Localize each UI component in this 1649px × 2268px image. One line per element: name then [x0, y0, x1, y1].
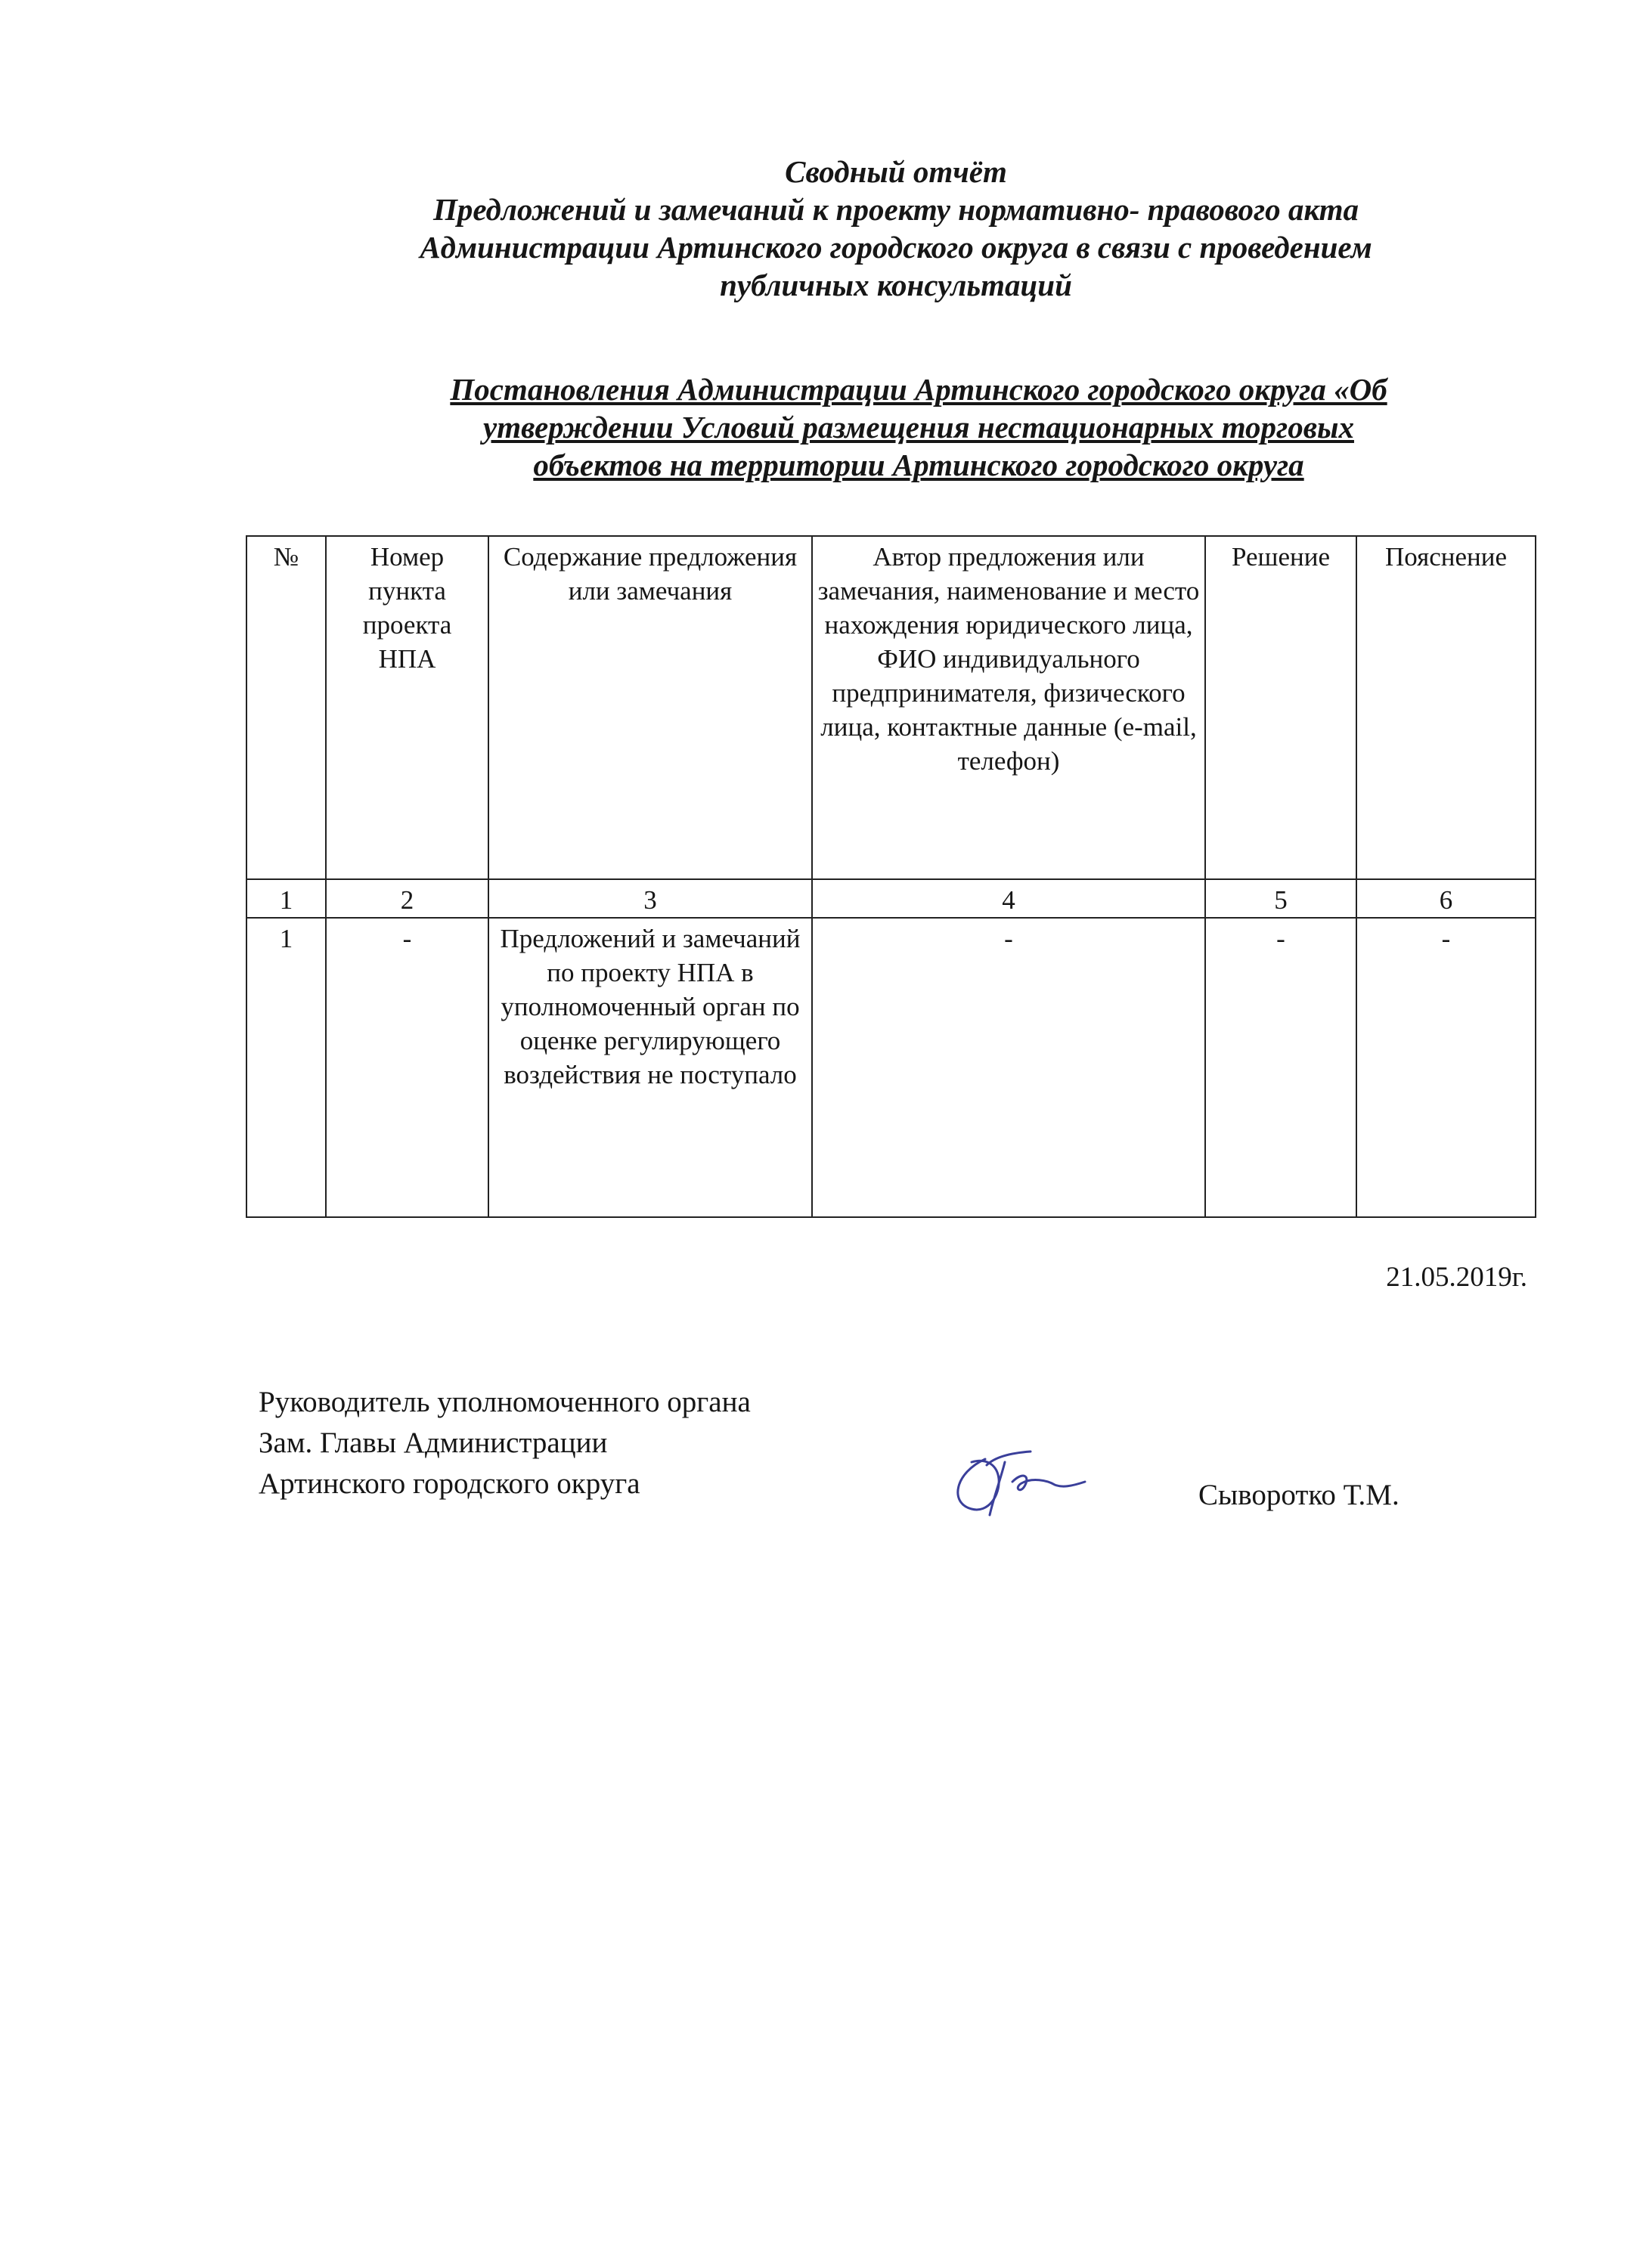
column-number: 6: [1356, 879, 1536, 918]
title-line-1: Сводный отчёт: [785, 154, 1007, 189]
table-row: [246, 918, 1536, 1217]
signatory-position-line-2: Зам. Главы Администрации: [259, 1427, 608, 1459]
title-line-4: публичных консультаций: [720, 268, 1072, 302]
column-number: 5: [1205, 879, 1356, 918]
column-number: 1: [246, 879, 326, 918]
cell-content: Предложений и замечаний по проекту НПА в уполномоченный орган по оценке регулирующего воздействия не поступало: [488, 918, 812, 1217]
signatory-block: [259, 1382, 751, 1504]
cell-number: 1: [246, 918, 326, 1217]
column-number: 3: [488, 879, 812, 918]
subject-line-3: объектов на территории Артинского городского округа: [533, 448, 1304, 482]
cell-decision: -: [1205, 918, 1356, 1217]
subject-line-1: Постановления Администрации Артинского городского округа «Об: [450, 372, 1387, 407]
header-cell-author: Автор предложения или замечания, наименование и место нахождения юридического лица, ФИО индивидуального предпринимателя, физического лица, контактные данные (e-mail, телефон): [812, 536, 1205, 879]
cell-clause: -: [326, 918, 488, 1217]
column-number: 2: [326, 879, 488, 918]
signatory-position-line-1: Руководитель уполномоченного органа: [259, 1386, 751, 1418]
header-cell-content: Содержание предложения или замечания: [488, 536, 812, 879]
header-cell-explanation: Пояснение: [1356, 536, 1536, 879]
document-date: 21.05.2019г.: [1386, 1262, 1527, 1293]
handwritten-signature: [941, 1442, 1093, 1526]
header-cell-decision: Решение: [1205, 536, 1356, 879]
column-number-row: [246, 879, 1536, 918]
column-number: 4: [812, 879, 1205, 918]
cell-author: -: [812, 918, 1205, 1217]
cell-explanation: -: [1356, 918, 1536, 1217]
header-cell-clause: Номер пункта проекта НПА: [326, 536, 488, 879]
subject-line-2: утверждении Условий размещения нестационарных торговых: [483, 410, 1354, 445]
signatory-name: Сыворотко Т.М.: [1198, 1479, 1399, 1511]
document-title: [250, 153, 1542, 304]
title-line-2: Предложений и замечаний к проекту нормативно- правового акта: [432, 192, 1359, 227]
proposals-table: [246, 535, 1536, 1218]
signatory-position-line-3: Артинского городского округа: [259, 1467, 640, 1500]
title-line-3: Администрации Артинского городского округа в связи с проведением: [420, 230, 1372, 265]
table-header-row: [246, 536, 1536, 879]
document-subject: [272, 370, 1565, 484]
header-cell-number: №: [246, 536, 326, 879]
